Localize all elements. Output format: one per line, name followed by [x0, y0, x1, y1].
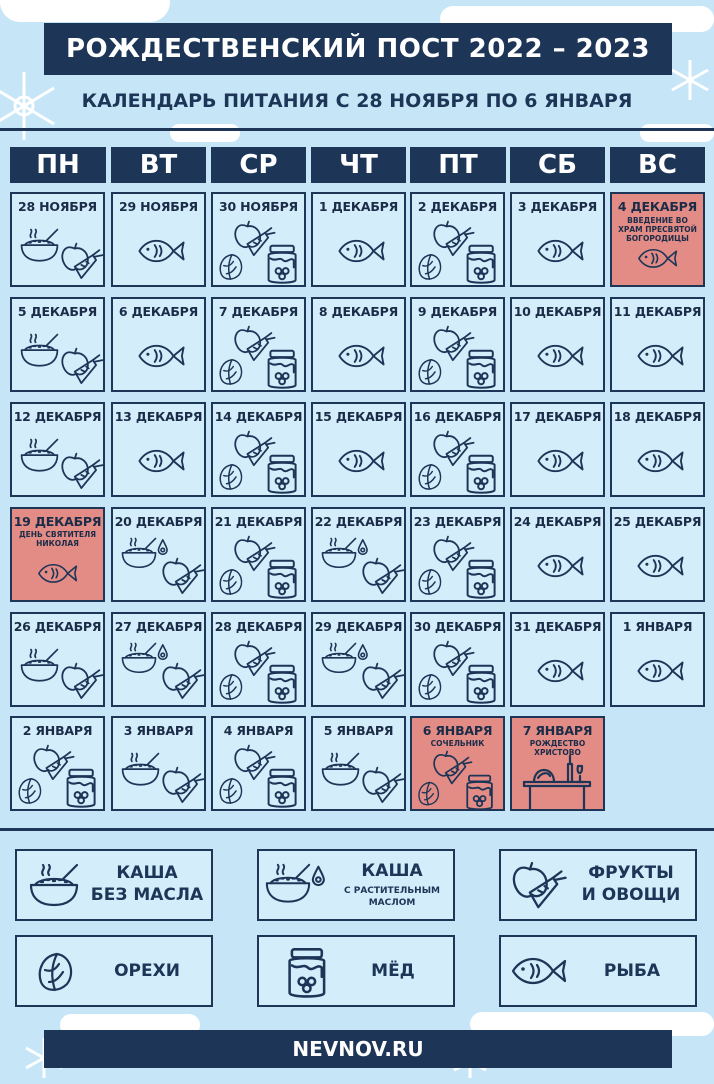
- fruit-vegetable-icon: [509, 857, 567, 915]
- legend-fish: [499, 935, 697, 1007]
- calendar-date-label: 26 ДЕКАБРЯ: [13, 619, 102, 634]
- calendar-date-label: 4 ДЕКАБРЯ: [617, 199, 698, 214]
- calendar-date-label: 7 ЯНВАРЯ: [522, 723, 593, 738]
- calendar-day-cell: [211, 507, 306, 602]
- calendar-day-cell: [410, 612, 505, 707]
- snow-cap-decoration: [0, 0, 170, 22]
- calendar-date-label: 4 ЯНВАРЯ: [223, 723, 294, 738]
- calendar-date-label: 5 ЯНВАРЯ: [323, 723, 394, 738]
- calendar-day-cell: [211, 192, 306, 287]
- calendar-date-label: 13 ДЕКАБРЯ: [114, 409, 203, 424]
- calendar-day-cell: [10, 612, 105, 707]
- calendar-day-cell: [510, 612, 605, 707]
- porridge-icon: [27, 857, 83, 913]
- calendar-date-label: 3 ЯНВАРЯ: [123, 723, 194, 738]
- calendar-day-cell: [111, 192, 206, 287]
- snow-cap-decoration: [640, 124, 714, 142]
- calendar-day-cell: [211, 297, 306, 392]
- calendar-date-label: 1 ДЕКАБРЯ: [318, 199, 399, 214]
- calendar-day-cell: [311, 612, 406, 707]
- calendar-event-note: СОЧЕЛЬНИК: [430, 739, 485, 748]
- legend-nuts: [15, 935, 213, 1007]
- calendar-date-label: 17 ДЕКАБРЯ: [513, 409, 602, 424]
- calendar-day-cell: [10, 507, 105, 602]
- calendar-date-label: 6 ДЕКАБРЯ: [118, 304, 199, 319]
- calendar-event-note: ДЕНЬ СВЯТИТЕЛЯ НИКОЛАЯ: [18, 530, 97, 548]
- calendar-event-note: ВВЕДЕНИЕ ВО ХРАМ ПРЕСВЯТОЙ БОГОРОДИЦЫ: [618, 216, 697, 243]
- calendar-date-label: 12 ДЕКАБРЯ: [13, 409, 102, 424]
- fish-icon: [509, 949, 569, 995]
- calendar-day-cell: [410, 297, 505, 392]
- legend-porridge: [15, 849, 213, 921]
- calendar-date-label: 3 ДЕКАБРЯ: [517, 199, 598, 214]
- calendar-date-label: 22 ДЕКАБРЯ: [314, 514, 403, 529]
- calendar-day-cell: [111, 612, 206, 707]
- honey-icon: [277, 943, 333, 1001]
- calendar-day-cell: [211, 402, 306, 497]
- calendar-date-label: 8 ДЕКАБРЯ: [318, 304, 399, 319]
- calendar-date-label: 29 ДЕКАБРЯ: [314, 619, 403, 634]
- calendar-date-label: 30 НОЯБРЯ: [219, 199, 298, 214]
- calendar-day-cell: [10, 716, 105, 811]
- page-title: РОЖДЕСТВЕНСКИЙ ПОСТ 2022 – 2023: [44, 23, 672, 75]
- legend-fruit-veg-label: ФРУКТЫ И ОВОЩИ: [581, 863, 681, 905]
- weekday-header-sat: СБ: [510, 147, 605, 183]
- calendar-day-cell: [311, 716, 406, 811]
- calendar-date-label: 15 ДЕКАБРЯ: [314, 409, 403, 424]
- calendar-day-cell: [510, 297, 605, 392]
- calendar-day-cell: [111, 297, 206, 392]
- calendar-day-cell: [410, 402, 505, 497]
- calendar-date-label: 18 ДЕКАБРЯ: [613, 409, 702, 424]
- calendar-day-cell: [510, 402, 605, 497]
- legend-fruit-veg: [499, 849, 697, 921]
- calendar-day-cell: [111, 402, 206, 497]
- weekday-header-mon: ПН: [10, 147, 106, 183]
- calendar-date-label: 19 ДЕКАБРЯ: [13, 514, 102, 529]
- page-subtitle: КАЛЕНДАРЬ ПИТАНИЯ С 28 НОЯБРЯ ПО 6 ЯНВАРЯ: [81, 90, 633, 112]
- calendar-day-cell: [111, 507, 206, 602]
- calendar-day-cell: [10, 192, 105, 287]
- calendar-date-label: 2 ЯНВАРЯ: [22, 723, 93, 738]
- calendar-day-cell: [111, 716, 206, 811]
- calendar-date-label: 5 ДЕКАБРЯ: [17, 304, 98, 319]
- calendar-day-cell: [510, 507, 605, 602]
- calendar-day-cell: [410, 716, 505, 811]
- calendar-date-label: 10 ДЕКАБРЯ: [513, 304, 602, 319]
- calendar-date-label: 29 НОЯБРЯ: [119, 199, 198, 214]
- calendar-day-cell: [10, 402, 105, 497]
- calendar-date-label: 25 ДЕКАБРЯ: [613, 514, 702, 529]
- weekday-header-wed: СР: [211, 147, 306, 183]
- weekday-header-fri: ПТ: [410, 147, 506, 183]
- calendar-day-cell: [610, 612, 705, 707]
- calendar-day-cell: [311, 192, 406, 287]
- calendar-day-cell: [410, 192, 505, 287]
- calendar-day-cell: [510, 192, 605, 287]
- calendar-date-label: 16 ДЕКАБРЯ: [413, 409, 502, 424]
- top-divider: [0, 128, 714, 131]
- calendar-day-cell: [211, 716, 306, 811]
- calendar-date-label: 6 ЯНВАРЯ: [422, 723, 493, 738]
- calendar-day-cell: [10, 297, 105, 392]
- calendar-date-label: 24 ДЕКАБРЯ: [513, 514, 602, 529]
- nut-icon: [29, 946, 83, 1000]
- calendar-date-label: 14 ДЕКАБРЯ: [214, 409, 303, 424]
- legend-porridge-oil-label: КАША: [361, 861, 423, 881]
- snow-cap-decoration: [170, 124, 240, 142]
- calendar-date-label: 2 ДЕКАБРЯ: [417, 199, 498, 214]
- calendar-day-cell: [610, 192, 705, 287]
- legend-porridge-label: КАША БЕЗ МАСЛА: [90, 863, 204, 905]
- porridge-oil-icon: [265, 857, 331, 913]
- calendar-date-label: 20 ДЕКАБРЯ: [114, 514, 203, 529]
- calendar-event-note: РОЖДЕСТВО ХРИСТОВО: [529, 739, 586, 757]
- calendar-date-label: 9 ДЕКАБРЯ: [417, 304, 498, 319]
- calendar-day-cell: [311, 402, 406, 497]
- legend-porridge-oil: [257, 849, 455, 921]
- calendar-date-label: 30 ДЕКАБРЯ: [413, 619, 502, 634]
- calendar-date-label: 1 ЯНВАРЯ: [622, 619, 693, 634]
- calendar-day-cell: [610, 507, 705, 602]
- weekday-header-thu: ЧТ: [311, 147, 406, 183]
- calendar-day-cell: [510, 716, 605, 811]
- calendar-date-label: 27 ДЕКАБРЯ: [114, 619, 203, 634]
- legend-nuts-label: ОРЕХИ: [114, 961, 180, 981]
- calendar-day-cell: [410, 507, 505, 602]
- weekday-header-sun: ВС: [610, 147, 705, 183]
- legend-honey: [257, 935, 455, 1007]
- calendar-day-cell: [610, 402, 705, 497]
- calendar-day-cell: [311, 297, 406, 392]
- calendar-day-cell: [311, 507, 406, 602]
- legend-porridge-oil-sublabel: С РАСТИТЕЛЬНЫМ МАСЛОМ: [343, 886, 440, 908]
- calendar-date-label: 31 ДЕКАБРЯ: [513, 619, 602, 634]
- bottom-divider: [0, 828, 714, 831]
- calendar-day-cell: [211, 612, 306, 707]
- calendar-date-label: 7 ДЕКАБРЯ: [218, 304, 299, 319]
- legend-fish-label: РЫБА: [603, 961, 661, 981]
- calendar-day-cell: [610, 297, 705, 392]
- calendar-date-label: 28 ДЕКАБРЯ: [214, 619, 303, 634]
- weekday-header-tue: ВТ: [111, 147, 206, 183]
- site-link[interactable]: NEVNOV.RU: [44, 1030, 672, 1068]
- calendar-date-label: 23 ДЕКАБРЯ: [413, 514, 502, 529]
- calendar-date-label: 11 ДЕКАБРЯ: [613, 304, 702, 319]
- legend-honey-label: МЁД: [371, 961, 415, 981]
- calendar-date-label: 28 НОЯБРЯ: [18, 199, 97, 214]
- calendar-date-label: 21 ДЕКАБРЯ: [214, 514, 303, 529]
